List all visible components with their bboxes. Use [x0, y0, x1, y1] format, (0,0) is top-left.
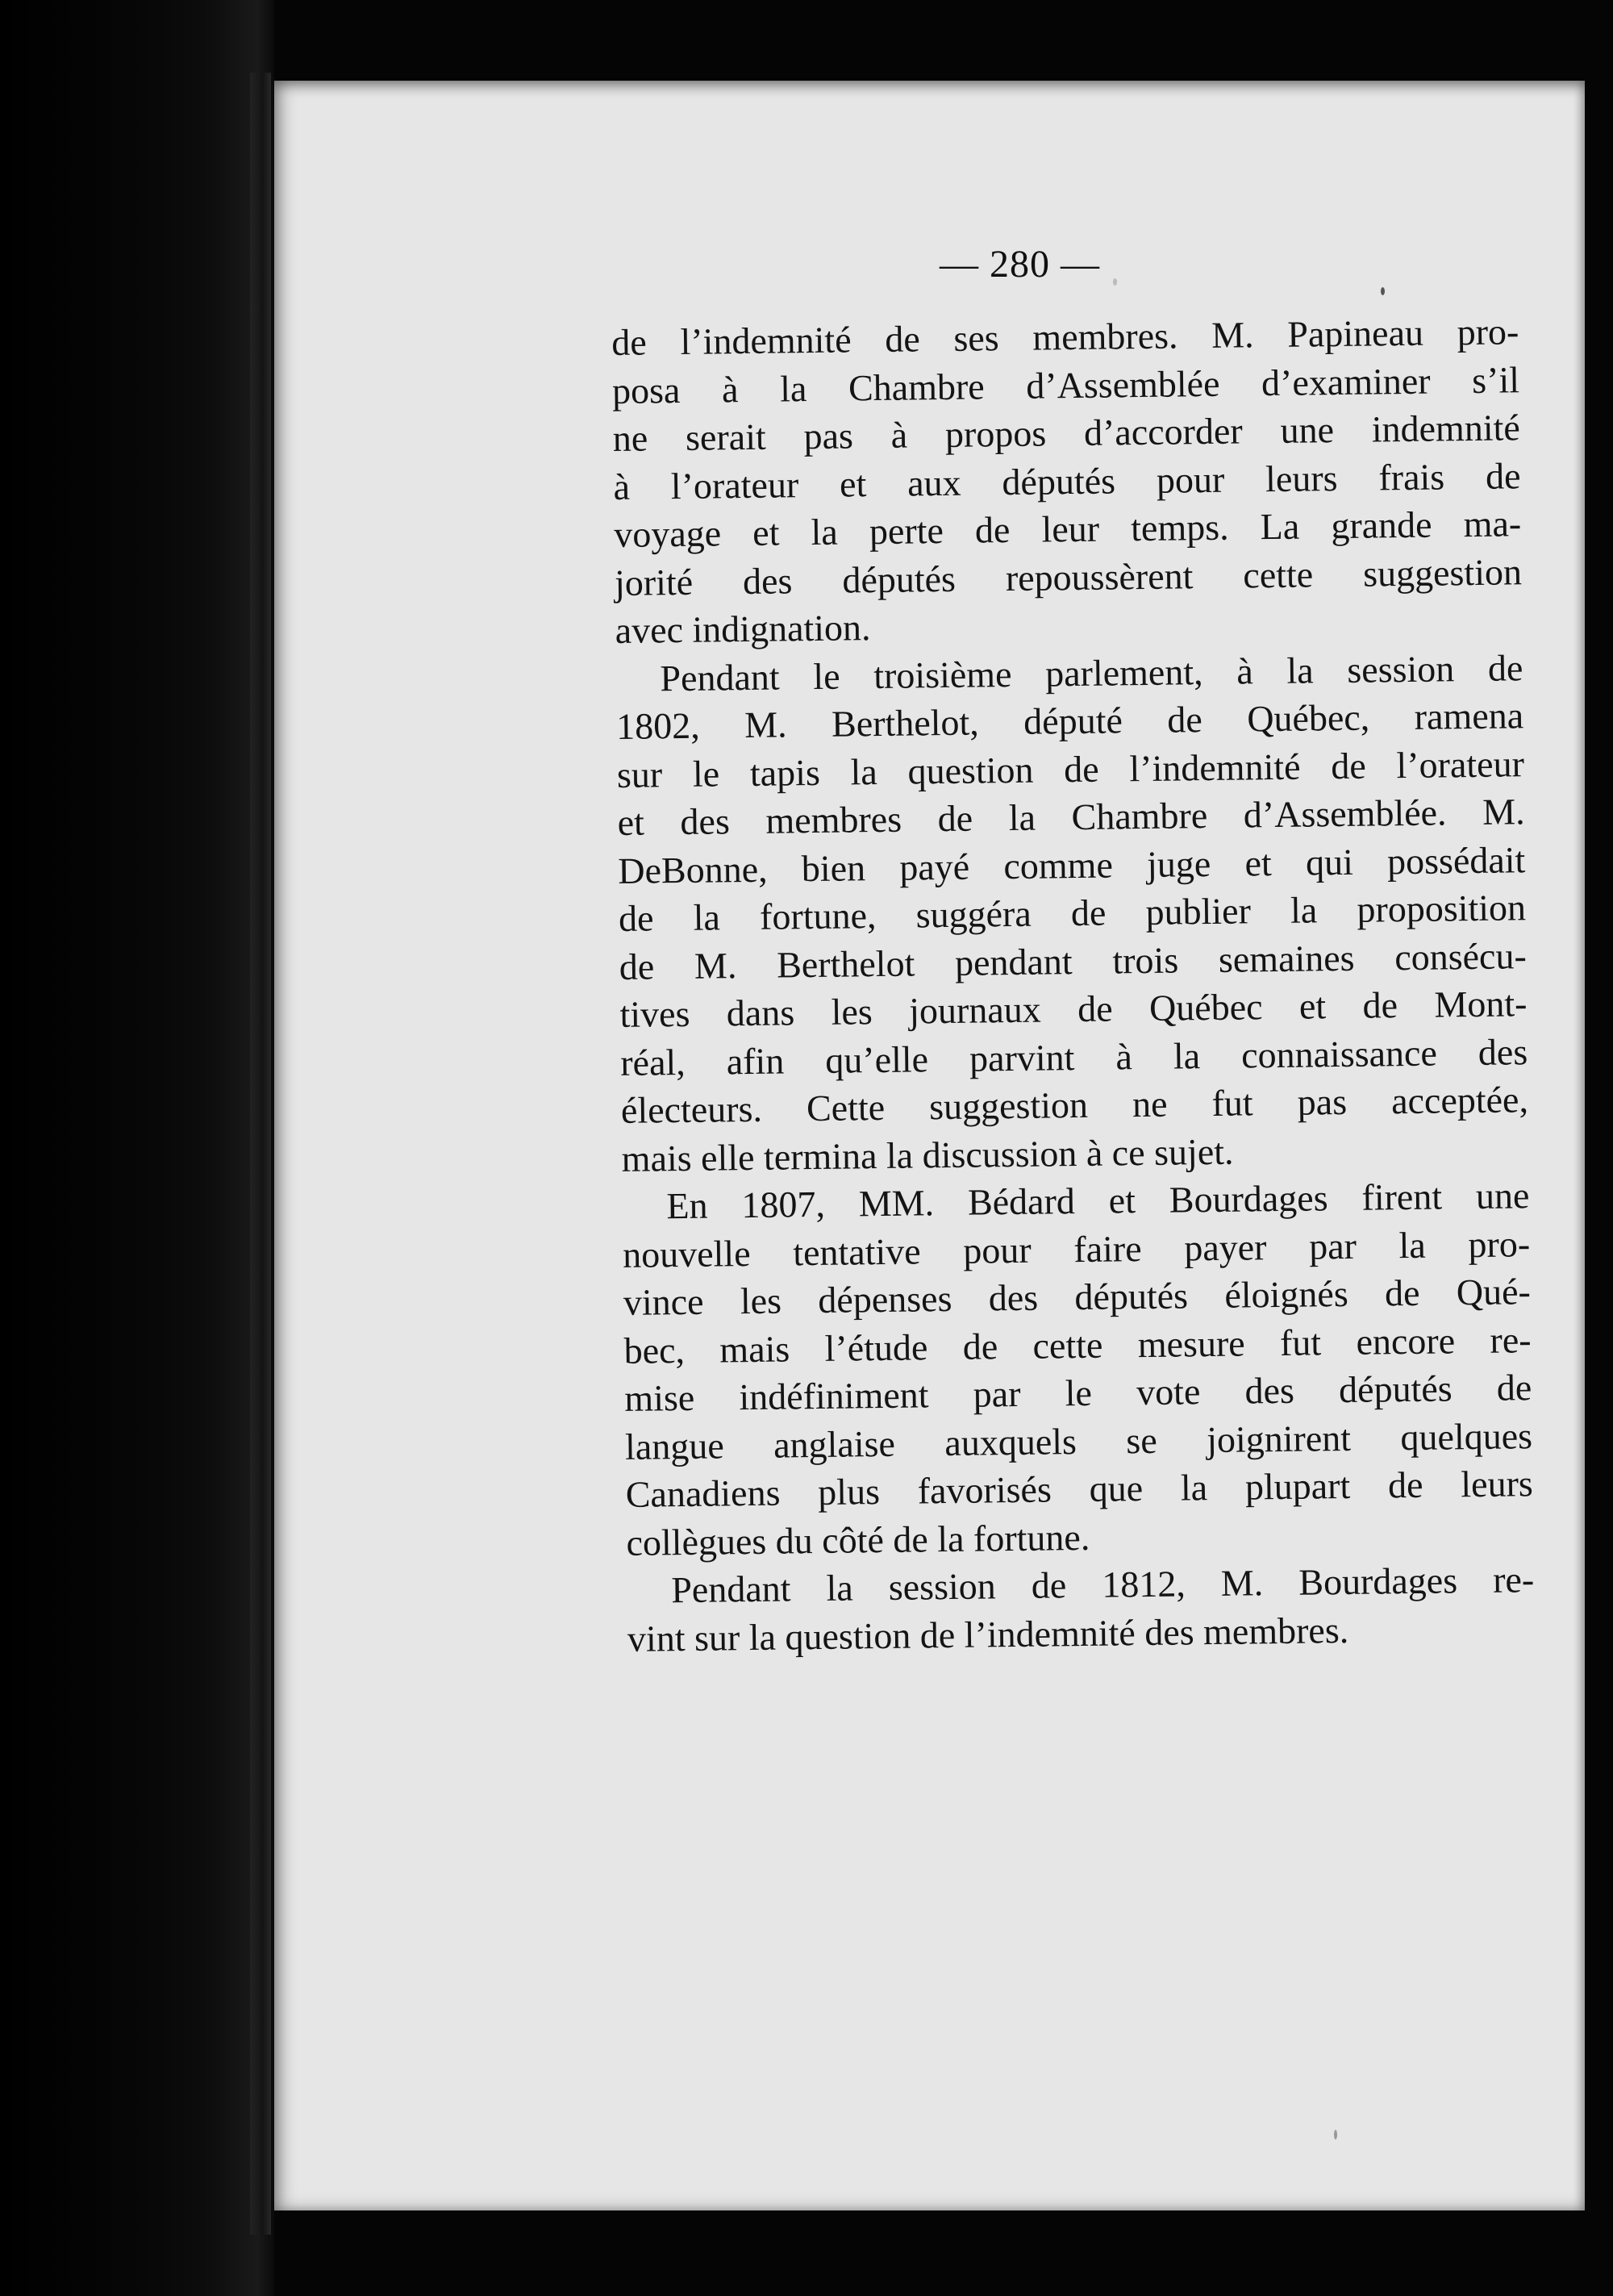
text-line: mise indéfiniment par le vote des députés de: [624, 1367, 1532, 1419]
text-line: En 1807, MM. Bédard et Bourdages firent une: [666, 1175, 1530, 1227]
page-speck: [1113, 278, 1117, 286]
text-line: de l’indemnité de ses membres. M. Papineau pro-: [611, 311, 1519, 363]
text-line: vint sur la question de l’indemnité des membres.: [627, 1609, 1349, 1659]
text-line: ne serait pas à propos d’accorder une indemnité: [612, 407, 1521, 459]
text-line: tives dans les journaux de Québec et de Mont-: [619, 983, 1528, 1035]
text-line: Canadiens plus favorisés que la plupart de leurs: [625, 1463, 1534, 1515]
text-line: posa à la Chambre d’Assemblée d’examiner s’il: [611, 358, 1520, 411]
text-line: collègues du côté de la fortune.: [626, 1516, 1090, 1563]
page-number: — 280 —: [940, 243, 1100, 286]
text-line: mais elle termina la discussion à ce sujet.: [621, 1130, 1234, 1179]
text-line: sur le tapis la question de l’indemnité de l’orateur: [616, 742, 1525, 795]
text-line: 1802, M. Berthelot, député de Québec, ramena: [615, 695, 1524, 747]
page-speck: [1334, 2130, 1337, 2139]
text-line: nouvelle tentative pour faire payer par la pro-: [622, 1222, 1531, 1275]
book-spine-edge: [250, 73, 271, 2235]
text-line: Pendant la session de 1812, M. Bourdages re-: [670, 1559, 1535, 1611]
scan-left-margin: [0, 0, 274, 2296]
text-line: langue anglaise auxquels se joignirent quelques: [624, 1414, 1533, 1467]
text-line: de M. Berthelot pendant trois semaines consécu-: [619, 934, 1528, 987]
text-line: à l’orateur et aux députés pour leurs frais de: [613, 454, 1521, 507]
text-line: avec indignation.: [615, 607, 871, 651]
body-text: [611, 307, 1535, 1663]
text-line: vince les dépenses des députés éloignés de Qué-: [623, 1271, 1532, 1323]
text-line: électeurs. Cette suggestion ne fut pas acceptée,: [620, 1079, 1529, 1131]
text-line: et des membres de la Chambre d’Assemblée. M.: [617, 791, 1525, 843]
text-line: bec, mais l’étude de cette mesure fut encore re-: [623, 1318, 1532, 1371]
text-line: DeBonne, bien payé comme juge et qui possédait: [618, 838, 1526, 891]
text-line: jorité des députés repoussèrent cette suggestion: [614, 550, 1523, 603]
text-line: voyage et la perte de leur temps. La grande ma-: [613, 503, 1522, 555]
text-line: Pendant le troisième parlement, à la session de: [660, 646, 1523, 699]
page-speck: [1381, 287, 1385, 295]
text-line: de la fortune, suggéra de publier la proposition: [618, 887, 1527, 939]
text-line: réal, afin qu’elle parvint à la connaissance des: [619, 1030, 1528, 1083]
